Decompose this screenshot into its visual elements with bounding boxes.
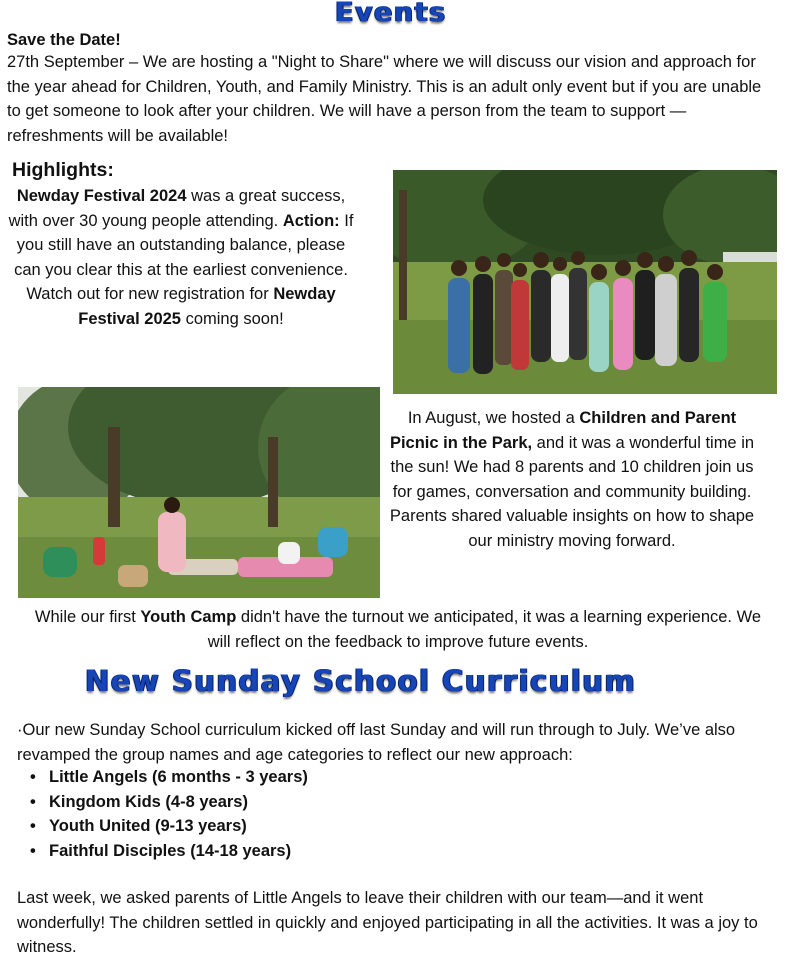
youth-group-photo <box>393 170 777 394</box>
action-label: Action: <box>282 211 340 230</box>
picnic-photo <box>18 387 380 598</box>
list-item: • Faithful Disciples (14-18 years) <box>18 839 518 864</box>
youth-camp-text-2: didn't have the turnout we anticipated, it was a learning experience. We will reflect on the feedback to improve future events. <box>207 608 762 651</box>
events-heading: Events <box>335 0 447 28</box>
newday-festival-2025-name: Newday Festival 2025 <box>78 285 336 328</box>
list-item: • Youth United (9-13 years) <box>18 814 518 839</box>
list-item: • Little Angels (6 months - 3 years) <box>18 765 518 790</box>
picnic-paragraph <box>386 406 758 553</box>
curriculum-intro-paragraph: ·Our new Sunday School curriculum kicked off last Sunday and will run through to July. We’ve also revamped the group names and age categories to reflect our new approach: <box>17 721 736 764</box>
newday-text-3: coming soon! <box>181 309 284 328</box>
newday-festival-paragraph <box>2 184 360 331</box>
youth-camp-text-1: While our first <box>34 608 141 626</box>
picnic-text-2: and it was a wonderful time in the sun! We had 8 parents and 10 children join us for games, conversation and community building. Parents shared valuable insights on how to shape our ministry moving forward. <box>389 433 755 550</box>
highlights-heading: Highlights: <box>12 159 114 181</box>
night-to-share-paragraph: 27th September – We are hosting a "Night to Share" where we will discuss our vision and approach for the year ahead for Children, Youth, and Family Ministry. This is an adult only event but if you are unable to get someone to look after your children. We will have a person from the team to support —refreshments will be available! <box>7 53 762 145</box>
youth-group-photo-illustration <box>393 170 777 394</box>
little-angels-paragraph: Last week, we asked parents of Little Angels to leave their children with our team—and it went wonderfully! The children settled in quickly and enjoyed participating in all the activities. It was a joy to witness. <box>17 889 758 956</box>
newday-text-2: If you still have an outstanding balance, please can you clear this at the earliest convenience. Watch out for new registration for <box>14 211 354 303</box>
youth-camp-event-name: Youth Camp <box>140 608 237 626</box>
youth-camp-paragraph <box>30 605 766 654</box>
save-the-date-label: Save the Date! <box>7 31 121 49</box>
picnic-event-name: Children and Parent Picnic in the Park, <box>389 409 737 452</box>
age-groups-list <box>18 765 518 863</box>
newday-festival-2024-name: Newday Festival 2024 <box>16 187 187 205</box>
curriculum-heading: New Sunday School Curriculum <box>85 664 637 698</box>
newday-text-1: was a great success, with over 30 young people attending. <box>8 187 346 230</box>
picnic-photo-illustration <box>18 387 380 598</box>
picnic-text-1: In August, we hosted a <box>407 409 580 427</box>
list-item: • Kingdom Kids (4-8 years) <box>18 790 518 815</box>
